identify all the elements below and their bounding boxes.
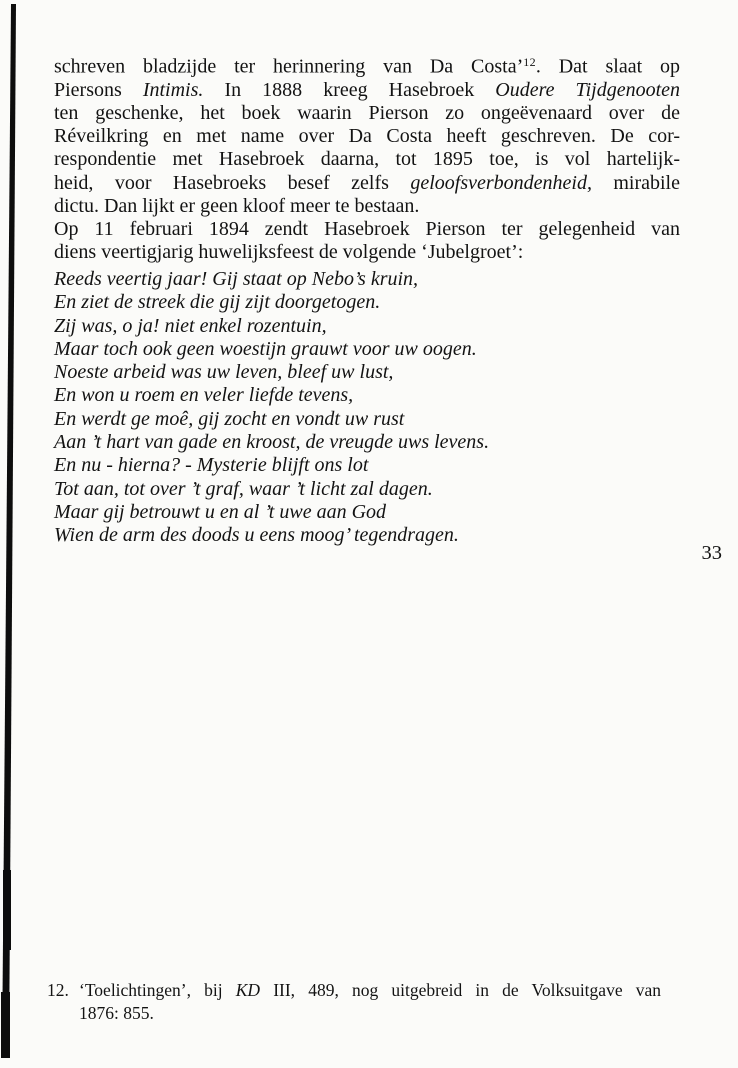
text-segment: III, 489, nog uitgebreid in de Volksuitgave van xyxy=(260,980,661,1000)
text-segment: diens veertigjarig huwelijksfeest de volgende ‘Jubelgroet’: xyxy=(54,241,524,264)
text-line xyxy=(54,315,680,338)
text-segment: Wien de arm des doods u eens moog’ tegendragen. xyxy=(54,524,459,547)
text-segment: Maar gij betrouwt u en al ’t uwe aan God xyxy=(54,500,387,523)
text-line xyxy=(54,361,680,384)
text-line xyxy=(54,384,680,407)
text-segment: ‘Toelichtingen’, bij xyxy=(79,980,236,1000)
text-line xyxy=(54,148,680,171)
text-segment: Reeds veertig jaar! Gij staat op Nebo’s kruin, xyxy=(54,268,419,290)
text-line xyxy=(54,431,680,454)
text-segment: Réveilkring en met name over Da Costa heeft geschreven. De cor- xyxy=(54,125,680,148)
footnote xyxy=(47,979,661,1025)
text-line xyxy=(54,338,680,361)
text-line xyxy=(54,268,680,291)
text-line xyxy=(54,172,680,195)
body-text-block xyxy=(54,51,680,264)
text-segment: Zij was, o ja! niet enkel rozentuin, xyxy=(54,314,327,337)
footnote-ref-superscript: 12 xyxy=(523,55,536,69)
italic-text: geloofsverbondenheid, xyxy=(410,171,592,194)
text-line xyxy=(54,195,680,218)
text-segment: En won u roem en veler liefde tevens, xyxy=(54,384,354,407)
text-segment: Noeste arbeid was uw leven, bleef uw lust, xyxy=(54,361,394,384)
text-segment: Aan ’t hart van gade en kroost, de vreugde uws levens. xyxy=(54,431,490,454)
text-segment: En werdt ge moê, gij zocht en vondt uw rust xyxy=(54,407,405,430)
text-segment: ten geschenke, het boek waarin Pierson zo ongeëvenaard over de xyxy=(54,102,680,124)
text-segment: heid, voor Hasebroeks besef zelfs xyxy=(54,171,411,194)
text-line xyxy=(54,408,680,431)
italic-text: Intimis. xyxy=(142,78,204,101)
poem-jubelgroet xyxy=(54,268,680,548)
text-segment: Maar toch ook geen woestijn grauwt voor uw oogen. xyxy=(54,337,477,360)
text-segment: . Dat slaat op xyxy=(535,55,680,78)
page-number: 33 xyxy=(701,542,722,564)
text-line xyxy=(54,125,680,148)
text-segment: respondentie met Hasebroek daarna, tot 1895 toe, is vol hartelijk- xyxy=(54,148,680,171)
italic-text: Oudere Tijdgenooten xyxy=(495,78,680,101)
text-segment: mirabile xyxy=(591,171,680,194)
text-line xyxy=(54,291,680,314)
scan-edge-artifact xyxy=(0,0,22,1068)
text-segment: 1876: 855. xyxy=(79,1003,154,1023)
text-segment: Op 11 februari 1894 zendt Hasebroek Pierson ter gelegenheid van xyxy=(54,218,680,241)
text-line xyxy=(54,218,680,241)
text-segment: En nu - hierna? - Mysterie blijft ons lot xyxy=(54,454,369,477)
italic-text: KD xyxy=(235,980,261,1000)
text-segment: Tot aan, tot over ’t graf, waar ’t licht zal dagen. xyxy=(54,477,433,500)
footnote-text xyxy=(79,979,661,1025)
text-line xyxy=(79,979,661,1002)
footnote-marker: 12. xyxy=(47,980,69,1000)
text-line xyxy=(54,241,680,264)
text-line xyxy=(54,478,680,501)
text-segment: En ziet de streek die gij zijt doorgetogen. xyxy=(54,291,381,314)
text-segment: schreven bladzijde ter herinnering van Da Costa’ xyxy=(54,55,524,78)
text-line xyxy=(54,79,680,102)
text-line xyxy=(54,51,680,79)
text-segment: Piersons xyxy=(54,78,143,101)
text-line xyxy=(54,102,680,125)
text-line xyxy=(54,454,680,477)
text-line xyxy=(79,1002,661,1025)
text-segment: In 1888 kreeg Hasebroek xyxy=(203,78,496,101)
text-line xyxy=(54,524,680,547)
text-segment: dictu. Dan lijkt er geen kloof meer te bestaan. xyxy=(54,194,420,217)
text-line xyxy=(54,501,680,524)
